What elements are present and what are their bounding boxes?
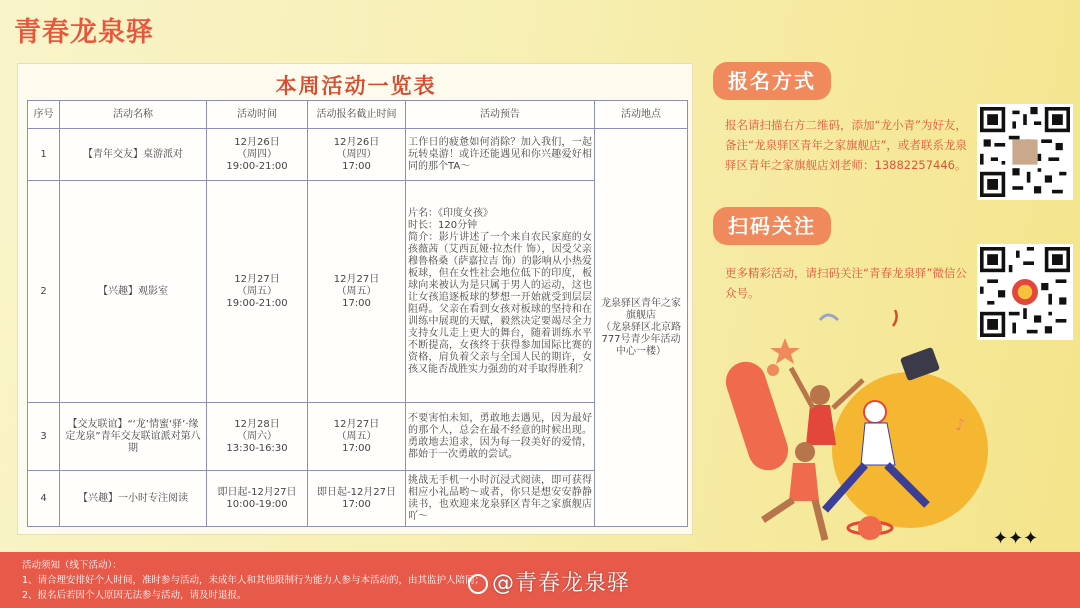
sparkle-icon: ✦✦✦ (993, 528, 1039, 549)
row-no: 3 (28, 403, 60, 471)
notice-heading: 活动须知（线下活动）： (22, 560, 122, 571)
row-preview: 片名：《印度女孩》 时长：120分钟 简介：影片讲述了一个来自农民家庭的女孩薇茜（艾西瓦娅·拉杰什 饰），因受父亲穆鲁格桑（萨嘉拉吉 饰）的影响从小热爱板球，但在女性社会地位低下的印度，板球向来被认为是只属于男人的运动，这也让女孩追逐板球的梦想一开始就受到层层阻碍。父亲在看到女孩对板球的坚持和在训练中展现的天赋，毅然决定要竭尽全力支持女儿走上更大的舞台，随着训练水平不断提高，女孩终于获得参加国际比赛的资格，肩负着父亲与全国人民的期许，女孩又能否战胜实力强劲的对手取得胜利？ (406, 181, 595, 403)
notice-rule-1: 1、请合理安排好个人时间，准时参与活动，未成年人和其他限制行为能力人参与本活动的，由其监护人陪同； (22, 575, 485, 586)
row-time: 12月27日 （周五） 19:00-21:00 (207, 181, 308, 403)
table-row (28, 181, 688, 403)
row-preview: 不要害怕未知，勇敢地去遇见，因为最好的那个人，总会在最不经意的时候出现。勇敢地去追求，因为每一段美好的爱情，都始于一次勇敢的尝试。 (406, 403, 595, 471)
row-deadline: 12月27日 （周五） 17:00 (308, 403, 406, 471)
sun-circle (832, 372, 988, 528)
row-name: 【兴趣】一小时专注阅读 (60, 471, 207, 527)
follow-heading: 扫码关注 (713, 207, 831, 245)
row-name: 【交友联谊】“‘龙’情蜜‘驿’·缘定龙泉”青年交友联谊派对第八期 (60, 403, 207, 471)
music-note-icon (820, 315, 838, 320)
weibo-watermark (468, 566, 630, 597)
header-deadline: 活动报名截止时间 (308, 101, 406, 129)
table-row (28, 129, 688, 181)
row-no: 2 (28, 181, 60, 403)
row-deadline: 12月27日 （周五） 17:00 (308, 181, 406, 403)
row-deadline: 即日起-12月27日 17:00 (308, 471, 406, 527)
header-location: 活动地点 (595, 101, 688, 129)
dot-icon (767, 364, 779, 376)
row-deadline: 12月26日 （周四） 17:00 (308, 129, 406, 181)
music-note-icon: ♪ (955, 415, 966, 434)
row-preview: 工作日的疲惫如何消除？加入我们，一起玩转桌游！或许还能遇见和你兴趣爱好相同的那个TA～ (406, 129, 595, 181)
star-icon (770, 338, 800, 364)
music-note-icon (893, 310, 897, 326)
weibo-icon (468, 574, 488, 594)
row-preview: 挑战无手机一小时沉浸式阅读，即可获得相应小礼品哟～或者，你只是想安安静静读书，也欢迎来龙泉驿区青年之家旗舰店吖～ (406, 471, 595, 527)
planet-icon (858, 516, 882, 540)
signup-heading: 报名方式 (713, 62, 831, 100)
header-time: 活动时间 (207, 101, 308, 129)
table-row (28, 403, 688, 471)
location-cell: 龙泉驿区青年之家旗舰店 （龙泉驿区北京路777号青少年活动中心一楼） (595, 129, 688, 527)
schedule-panel (17, 63, 693, 535)
row-name: 【青年交友】桌游派对 (60, 129, 207, 181)
notice-rule-2: 2、报名后若因个人原因无法参与活动，请及时退报。 (22, 590, 247, 601)
person-body (806, 405, 836, 445)
schedule-title: 本周活动一览表 (275, 74, 437, 98)
signup-text: 报名请扫描右方二维码，添加“龙小青”为好友，备注“龙泉驿区青年之家旗舰店”，或者联系龙泉驿区青年之家旗舰店刘老师：13882257446。 (725, 118, 967, 172)
person-legs (763, 500, 825, 540)
table-header-row (28, 101, 688, 129)
person-head (810, 385, 830, 405)
row-no: 1 (28, 129, 60, 181)
youth-illustration (715, 300, 1055, 565)
header-no: 序号 (28, 101, 60, 129)
surfboard-shape (721, 357, 794, 476)
row-time: 12月28日 （周六） 13:30-16:30 (207, 403, 308, 471)
brand-logo: 青春龙泉驿 (14, 17, 154, 48)
follow-text: 更多精彩活动，请扫码关注“青春龙泉驿”微信公众号。 (725, 266, 967, 300)
person-body (789, 463, 819, 501)
person-head (795, 442, 815, 462)
header-preview: 活动预告 (406, 101, 595, 129)
row-no: 4 (28, 471, 60, 527)
row-name: 【兴趣】观影室 (60, 181, 207, 403)
table-row (28, 471, 688, 527)
person-arm (791, 368, 813, 408)
row-time: 12月26日 （周四） 19:00-21:00 (207, 129, 308, 181)
header-name: 活动名称 (60, 101, 207, 129)
signup-qr-code[interactable] (977, 104, 1073, 200)
person-head (864, 401, 886, 423)
qr-code-icon (980, 107, 1070, 197)
watermark-text: @青春龙泉驿 (492, 571, 631, 596)
row-time: 即日起-12月27日 10:00-19:00 (207, 471, 308, 527)
schedule-table (27, 100, 688, 527)
